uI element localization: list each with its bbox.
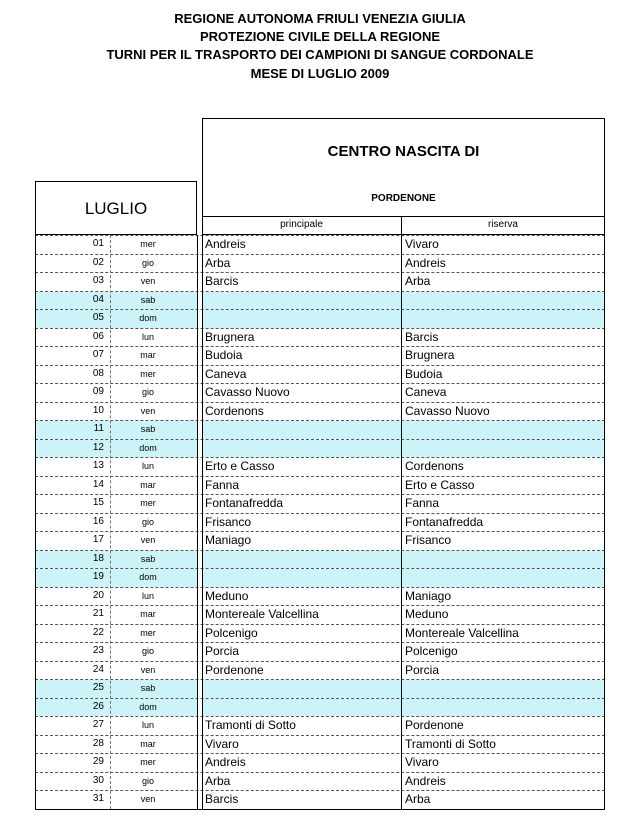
header-line-4: MESE DI LUGLIO 2009 — [250, 66, 390, 81]
riserva-cell: Cordenons — [405, 459, 464, 473]
riserva-cell: Barcis — [405, 329, 439, 344]
principale-cell: Cordenons — [205, 403, 264, 418]
principale-cell: Arba — [205, 773, 231, 788]
column-riserva: riserva — [487, 219, 518, 230]
weekday: mer — [140, 498, 156, 508]
day-number: 22 — [92, 626, 104, 638]
day-number: 19 — [92, 571, 104, 582]
weekday: lun — [141, 331, 154, 342]
principale-cell: Maniago — [205, 533, 252, 547]
principale-cell: Barcis — [205, 792, 239, 806]
day-number: 13 — [92, 460, 104, 471]
weekday: gio — [141, 646, 154, 656]
weekday: ven — [140, 664, 156, 675]
day-number: 27 — [92, 719, 104, 730]
center-header-box — [202, 118, 605, 235]
riserva-cell: Fontanafredda — [405, 514, 484, 529]
holiday-row-right — [203, 421, 604, 439]
principale-cell: Caneva — [205, 366, 247, 381]
riserva-cell: Tramonti di Sotto — [405, 736, 496, 751]
riserva-cell: Arba — [405, 792, 431, 806]
riserva-cell: Erto e Casso — [405, 477, 475, 492]
day-number: 11 — [93, 423, 104, 434]
weekday: mar — [140, 350, 156, 360]
riserva-cell: Arba — [405, 274, 431, 288]
principale-cell: Tramonti di Sotto — [205, 718, 296, 732]
day-number: 09 — [92, 386, 104, 397]
day-number: 06 — [92, 330, 104, 342]
principale-cell: Brugnera — [205, 329, 255, 344]
weekday: dom — [139, 442, 157, 453]
weekday: mer — [140, 368, 156, 379]
weekday: mer — [140, 627, 156, 638]
principale-cell: Andreis — [205, 237, 246, 251]
riserva-cell: Andreis — [405, 773, 446, 788]
day-number: 14 — [92, 478, 104, 490]
weekday: lun — [141, 461, 154, 471]
holiday-row-right — [203, 569, 604, 587]
center-name: PORDENONE — [371, 193, 436, 204]
day-number: 12 — [92, 441, 104, 453]
weekday: ven — [140, 276, 156, 286]
day-number: 02 — [92, 256, 104, 268]
day-number: 03 — [92, 275, 104, 286]
weekday: lun — [141, 720, 154, 730]
weekday: dom — [139, 572, 157, 582]
day-number: 04 — [92, 293, 104, 305]
weekday: ven — [140, 405, 156, 416]
day-number: 17 — [92, 534, 104, 545]
principale-cell: Porcia — [205, 644, 240, 658]
weekday: ven — [140, 535, 156, 545]
principale-cell: Fontanafredda — [205, 496, 284, 510]
day-number: 28 — [92, 737, 104, 749]
principale-cell: Polcenigo — [205, 625, 258, 640]
column-principale: principale — [280, 219, 323, 230]
center-title: CENTRO NASCITA DI — [327, 143, 480, 160]
principale-cell: Frisanco — [205, 514, 252, 529]
day-number: 10 — [92, 404, 104, 416]
month-label: LUGLIO — [84, 199, 148, 218]
weekday: dom — [139, 313, 157, 323]
day-number: 05 — [92, 312, 104, 323]
header-line-3: TURNI PER IL TRASPORTO DEI CAMPIONI DI SANGUE CORDONALE — [106, 47, 534, 62]
riserva-cell: Porcia — [405, 662, 440, 677]
holiday-row-right — [203, 292, 604, 310]
riserva-cell: Brugnera — [405, 348, 455, 362]
header-line-2: PROTEZIONE CIVILE DELLA REGIONE — [199, 29, 441, 44]
principale-cell: Erto e Casso — [205, 459, 275, 473]
day-number: 07 — [92, 349, 104, 360]
weekday: dom — [139, 701, 157, 712]
riserva-cell: Cavasso Nuovo — [405, 403, 490, 418]
riserva-cell: Pordenone — [405, 718, 464, 732]
principale-cell: Fanna — [205, 477, 240, 492]
day-number: 23 — [92, 645, 104, 656]
weekday: sab — [140, 553, 156, 564]
weekday: mar — [140, 609, 156, 619]
riserva-cell: Fanna — [405, 496, 440, 510]
principale-cell: Arba — [205, 255, 231, 270]
header-line-1: REGIONE AUTONOMA FRIULI VENEZIA GIULIA — [174, 11, 466, 26]
weekday: sab — [140, 424, 156, 434]
principale-cell: Pordenone — [205, 662, 264, 677]
weekday: gio — [141, 775, 154, 786]
weekday: mer — [140, 239, 156, 249]
day-number: 29 — [92, 756, 104, 767]
weekday: sab — [140, 683, 156, 693]
riserva-cell: Maniago — [405, 588, 452, 603]
riserva-cell: Montereale Valcellina — [405, 625, 519, 640]
principale-cell: Budoia — [205, 348, 243, 362]
weekday: gio — [141, 387, 154, 397]
principale-cell: Meduno — [205, 588, 249, 603]
weekday: sab — [140, 294, 156, 305]
principale-cell: Montereale Valcellina — [205, 607, 319, 621]
day-number: 15 — [92, 497, 104, 508]
weekday: mar — [140, 479, 156, 490]
riserva-cell: Vivaro — [405, 237, 439, 251]
riserva-cell: Budoia — [405, 366, 443, 381]
holiday-row-right — [203, 680, 604, 698]
day-number: 01 — [92, 238, 104, 249]
weekday: gio — [141, 516, 154, 527]
weekday: lun — [141, 590, 154, 601]
principale-cell: Andreis — [205, 755, 246, 769]
day-number: 26 — [92, 700, 104, 712]
holiday-row-right — [203, 551, 604, 569]
day-number: 31 — [92, 793, 104, 804]
principale-cell: Cavasso Nuovo — [205, 385, 290, 399]
holiday-row-right — [203, 310, 604, 328]
day-number: 08 — [92, 367, 104, 379]
riserva-cell: Andreis — [405, 255, 446, 270]
weekday: mer — [140, 757, 156, 767]
weekday: ven — [140, 794, 156, 804]
day-number: 24 — [92, 663, 104, 675]
weekday: mar — [140, 738, 156, 749]
day-number: 18 — [92, 552, 104, 564]
day-number: 25 — [92, 682, 104, 693]
riserva-cell: Vivaro — [405, 755, 439, 769]
day-number: 30 — [92, 774, 104, 786]
principale-cell: Vivaro — [205, 736, 239, 751]
principale-cell: Barcis — [205, 274, 239, 288]
day-number: 16 — [92, 515, 104, 527]
holiday-row-right — [203, 440, 604, 458]
weekday: gio — [141, 257, 154, 268]
riserva-cell: Caneva — [405, 385, 447, 399]
holiday-row-right — [203, 699, 604, 717]
day-number: 20 — [92, 589, 104, 601]
day-number: 21 — [92, 608, 104, 619]
riserva-cell: Frisanco — [405, 533, 452, 547]
riserva-cell: Meduno — [405, 607, 449, 621]
riserva-cell: Polcenigo — [405, 644, 458, 658]
